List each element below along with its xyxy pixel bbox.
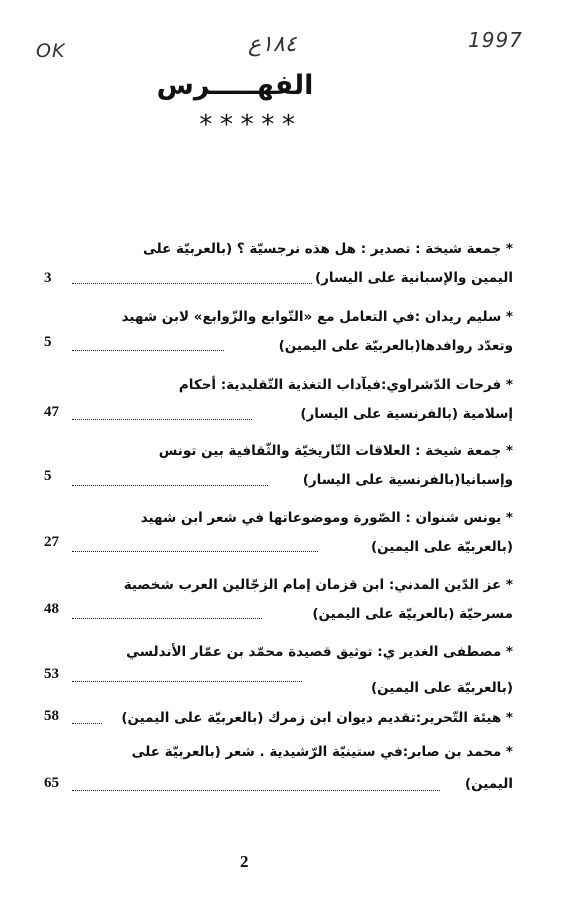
toc-entry-line2: اليمين) — [464, 776, 513, 792]
toc-entry-line1: * جمعة شيخة : العلاقات التّاريخيّة والثّقافية بين تونس — [158, 443, 513, 459]
toc-entry-line2: إسلامية (بالفرنسية على اليسار) — [300, 406, 513, 422]
dotted-leader — [72, 551, 318, 552]
dotted-leader — [72, 790, 440, 791]
toc-entry-line1: * هيئة التّحرير:تقديم ديوان ابن زمرك (بالعربيّة على اليمين) — [121, 710, 513, 726]
toc-entry-line2: وتعدّد روافدها(بالعربيّة على اليمين) — [278, 338, 513, 354]
handwritten-catalog-number: ١٨٤ع — [248, 32, 297, 57]
toc-entry-line2: (بالعربيّة على اليمين) — [370, 680, 513, 696]
toc-entry-page: 3 — [44, 270, 52, 286]
toc-entry-page: 47 — [44, 404, 59, 420]
dotted-leader — [72, 350, 224, 351]
toc-entry-page: 48 — [44, 601, 59, 617]
toc-entry-page: 5 — [44, 334, 52, 350]
toc-entry-line1: * جمعة شيخة : تصدير : هل هذه نرجسيّة ؟ (بالعربيّة على — [142, 241, 513, 257]
dotted-leader — [72, 723, 102, 724]
dotted-leader — [72, 283, 312, 284]
page-title: الفهـــــرس — [156, 70, 314, 101]
handwritten-ok-note: OK — [36, 40, 66, 62]
toc-entry-line2: (بالعربيّة على اليمين) — [370, 539, 513, 555]
handwritten-year: 1997 — [468, 28, 523, 52]
page-number: 2 — [240, 852, 249, 871]
toc-entry-line1: * يونس شنوان : الصّورة وموضوعاتها في شعر ابن شهيد — [140, 510, 513, 526]
dotted-leader — [72, 618, 262, 619]
toc-entry-line2: اليمين والإسبانية على اليسار) — [314, 270, 513, 286]
dotted-leader — [72, 419, 252, 420]
toc-entry-page: 5 — [44, 468, 52, 484]
toc-entry-line1: * عز الدّين المدني: ابن قزمان إمام الزجّالين العرب شخصية — [123, 577, 513, 593]
toc-entry-page: 53 — [44, 666, 59, 682]
toc-entry-page: 58 — [44, 708, 59, 724]
toc-entry-page: 65 — [44, 775, 59, 791]
toc-entry-line1: * سليم ريدان :في التعامل مع «التّوابع والزّوابع» لابن شهيد — [121, 309, 513, 325]
toc-entry-line2: وإسبانيا(بالفرنسية على اليسار) — [302, 472, 513, 488]
dotted-leader — [72, 681, 302, 682]
dotted-leader — [72, 485, 268, 486]
toc-entry-line1: * مصطفى الغدير ي: توثيق قصيدة محمّد بن عمّار الأندلسي — [126, 644, 513, 660]
toc-entry-line2: مسرحيّة (بالعربيّة على اليمين) — [312, 606, 513, 622]
toc-entry-line1: * فرحات الدّشراوي:فيآداب التغذية التّقليدية: أحكام — [178, 377, 513, 393]
toc-entry-page: 27 — [44, 534, 59, 550]
title-stars-divider: ***** — [198, 110, 302, 140]
toc-entry-line1: * محمد بن صابر:في ستينيّة الرّشيدية . شعر (بالعربيّة على — [131, 744, 513, 760]
